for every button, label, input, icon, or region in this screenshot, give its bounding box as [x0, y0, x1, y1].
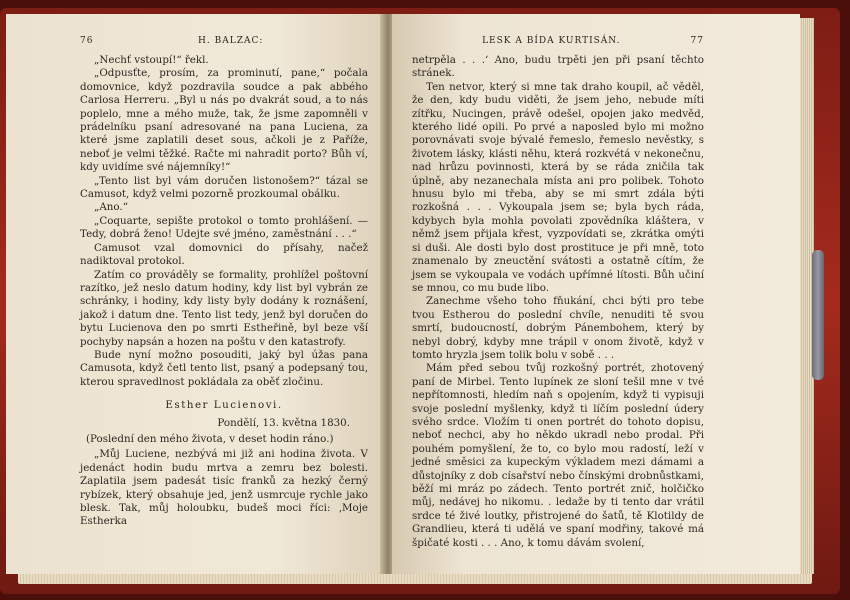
paragraph: Camusot vzal domovnici do přísahy, načež nadiktoval protokol. [80, 241, 368, 268]
letter-paragraph: „Můj Luciene, nezbývá mi již ani hodina života. V jedenáct hodin budu mrtva a zemru bez bolesti. Zaplatila jsem padesát tisíc franků za hezký černý rybízek, který obsahuje jed, jenž usmrcuje rychle jako blesk. Tak, můj holoubku, budeš moci říci: ‚Moje Estherka [80, 448, 368, 528]
paragraph: Zanechme všeho toho fňukání, chci býti pro tebe tvou Estherou do poslední chvíle, nenuditi tě svou smrtí, budoucností, dobrým Pánembohem, který by nebyl dobrý, kdyby mne trápil v onom životě, když v tomto hryzla jsem tolik bolu v sobě . . . [412, 295, 704, 361]
paragraph: Ten netvor, který si mne tak draho koupil, ač věděl, že den, kdy budu viděti, že jsem jeho, nebude míti zítřku, Nucingen, právě odešel, opojen jako medvěd, kterého lidé opili. Po prvé a naposled bylo mi možno porovnávati svoje bývalé řemeslo, řemeslo nevěstky, s životem lásky, klásti něhu, která rozkvétá v nekonečnu, nad hrůzu povinnosti, která by se ráda zničila tak úplně, aby nezanechala místa ani pro polibek. Tohoto hnusu bylo mi třeba, aby se mi smrt zdála býti rozkošná . . . Vykoupala jsem se; byla bych ráda, kdybych byla mohla povolati zpovědníka kláštera, v němž jsem přijala křest, vyzpovídati se, zkrátka omýti si duši. Ale dosti bylo dost prostituce je při mně, toto znamenalo by zneuctění svátosti a ostatně cítím, že jsem se vykoupala ve vodách upřímné lítosti. Bůh učiní se mnou, co mu bude libo. [412, 80, 704, 294]
letter-note: (Poslední den mého života, v deset hodin ráno.) [86, 432, 334, 445]
paragraph: „Coquarte, sepište protokol o tomto prohlášení. — Tedy, dobrá ženo! Udejte své jméno, zaměstnání . . .“ [80, 214, 368, 241]
page-number: 77 [690, 36, 704, 46]
running-head: H. BALZAC: [198, 36, 264, 46]
paragraph-list [80, 54, 368, 389]
left-page [6, 14, 386, 574]
right-page [392, 14, 800, 574]
paragraph: Bude nyní možno posouditi, jaký byl úžas pana Camusota, když četl tento list, psaný a podepsaný tou, kterou spravedlnost pokládala za oběť zločinu. [80, 348, 368, 388]
paragraph: „Odpusťte, prosím, za prominutí, pane,“ počala domovnice, když pozdravila soudce a pak abbého Carlosa Herreru. „Byl u nás po dvakrát soud, a to nás poplelo, mne a mého muže, tak, že jsme zapomněli v prádelníku psaní adresované na pana Luciena, za které jsme zaplatili deset sous, ačkoli je z Paříže, neboť je velmi těžké. Račte mi nahradit porto? Bůh ví, kdy uvidíme své nájemníky!“ [80, 67, 368, 174]
running-head: LESK A BÍDA KURTISÁN. [482, 36, 621, 46]
paragraph: „Tento list byl vám doručen listonošem?“ tázal se Camusot, když velmi pozorně prozkoumal obálku. [80, 174, 368, 201]
page-number: 76 [80, 36, 94, 46]
paragraph: „Ano.“ [94, 201, 128, 214]
right-page-body [412, 54, 704, 550]
bookmark-ribbon[interactable] [812, 250, 824, 380]
paragraph: „Nechť vstoupí!“ řekl. [94, 54, 209, 66]
letter-heading: Esther Lucienovi. [165, 399, 283, 412]
paragraph: Mám před sebou tvůj rozkošný portrét, zhotovený paní de Mirbel. Tento lupínek ze sloní tešil mne v tvé nepřítomnosti, hledím naň s opojením, když ti vypisuji svoje poslední myšlenky, když ti líčím poslední údery svého srdce. Vložím ti onen portrét do tohoto dopisu, neboť nechci, aby ho někdo ukradl nebo prodal. Při pouhém pomyšlení, že to, co bylo mou radostí, leží v jedné směsici za kupeckým výkladem mezi dámami a důstojníky z dob císařství nebo čínskými drobnůstkami, běží mi mráz po zádech. Tento portrét znič, holčičko můj, nedávej ho nikomu. . ledaže by ti tento dar vrátil srdce té živé loutky, přistrojené do šatů, tě Klotildy de Grandlieu, která ti udělá ve spaní modřiny, takové má špičaté kosti . . . Ano, k tomu dávám svolení, [412, 362, 704, 549]
paragraph: Zatím co prováděly se formality, prohlížel poštovní razítko, jež neslo datum hodiny, kdy list byl vybrán ze schránky, i hodiny, kdy listy byly dodány k roznášení, jakož i datum dne. Tento list tedy, jenž byl doručen do bytu Lucienova den po smrti Estheřině, byl beze vší pochyby napsán a hozen na poštu v den katastrofy. [80, 268, 368, 348]
left-page-header [80, 36, 368, 46]
right-page-header [412, 36, 704, 46]
paragraph: netrpěla . . .‘ Ano, budu trpěti jen při psaní těchto stránek. [412, 54, 704, 80]
letter-date: Pondělí, 13. května 1830. [217, 416, 350, 429]
paragraph-list [412, 54, 704, 550]
left-page-body [80, 54, 368, 529]
